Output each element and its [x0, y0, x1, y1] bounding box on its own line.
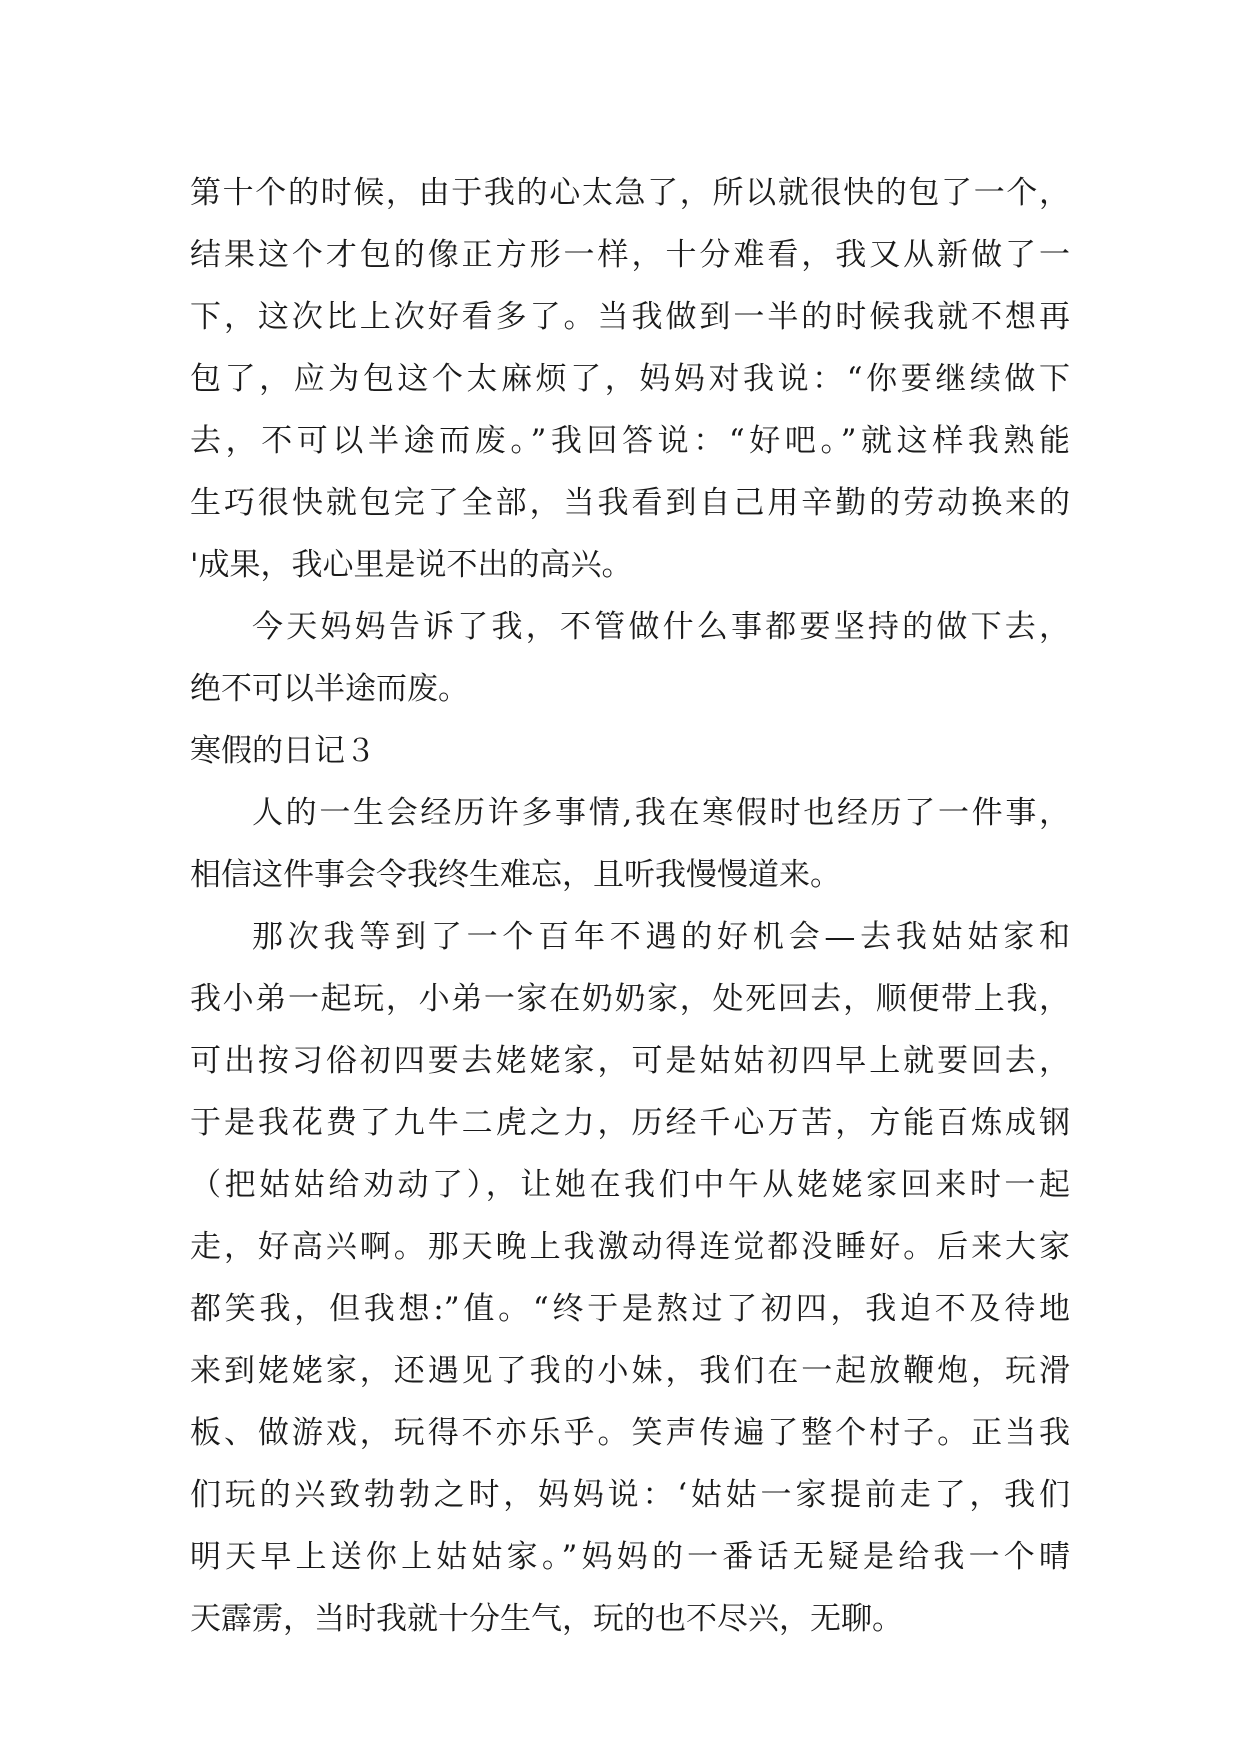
text-line: 可出按习俗初四要去姥姥家，可是姑姑初四早上就要回去， — [190, 1043, 1070, 1079]
text-line: 都笑我，但我想:”值。“终于是熬过了初四，我迫不及待地 — [190, 1291, 1070, 1327]
text-line: 结果这个才包的像正方形一样，十分难看，我又从新做了一 — [190, 237, 1070, 273]
section-heading: 寒假的日记３ — [190, 733, 376, 769]
text-line: 们玩的兴致勃勃之时，妈妈说：‘姑姑一家提前走了，我们 — [190, 1477, 1070, 1513]
text-line: 我小弟一起玩，小弟一家在奶奶家，处死回去，顺便带上我， — [190, 981, 1070, 1017]
text-line: 绝不可以半途而废。 — [190, 671, 469, 707]
text-line: 包了，应为包这个太麻烦了，妈妈对我说：“你要继续做下 — [190, 361, 1070, 397]
text-line: 于是我花费了九牛二虎之力，历经千心万苦，方能百炼成钢 — [190, 1105, 1070, 1141]
text-line: 生巧很快就包完了全部，当我看到自己用辛勤的劳动换来的 — [190, 485, 1070, 521]
text-line: 人的一生会经历许多事情,我在寒假时也经历了一件事， — [252, 795, 1070, 831]
text-line: 那次我等到了一个百年不遇的好机会—去我姑姑家和 — [252, 919, 1070, 955]
text-line: 明天早上送你上姑姑家。”妈妈的一番话无疑是给我一个晴 — [190, 1539, 1070, 1575]
text-line: （把姑姑给劝动了），让她在我们中午从姥姥家回来时一起 — [190, 1167, 1070, 1203]
text-line: 下，这次比上次好看多了。当我做到一半的时候我就不想再 — [190, 299, 1070, 335]
paragraph — [190, 906, 1070, 1650]
text-line: 板、做游戏，玩得不亦乐乎。笑声传遍了整个村子。正当我 — [190, 1415, 1070, 1451]
paragraph — [190, 782, 1070, 906]
text-line: 相信这件事会令我终生难忘，且听我慢慢道来。 — [190, 857, 841, 893]
text-line: 来到姥姥家，还遇见了我的小妹，我们在一起放鞭炮，玩滑 — [190, 1353, 1070, 1389]
paragraph — [190, 596, 1070, 720]
text-line: 走，好高兴啊。那天晚上我激动得连觉都没睡好。后来大家 — [190, 1229, 1070, 1265]
text-line: 今天妈妈告诉了我，不管做什么事都要坚持的做下去， — [252, 609, 1070, 645]
text-line: 去，不可以半途而废。”我回答说：“好吧。”就这样我熟能 — [190, 423, 1070, 459]
text-line: 第十个的时候，由于我的心太急了，所以就很快的包了一个， — [190, 175, 1070, 211]
text-line: '成果，我心里是说不出的高兴。 — [190, 547, 633, 583]
text-line: 天霹雳，当时我就十分生气，玩的也不尽兴，无聊。 — [190, 1601, 903, 1637]
paragraph — [190, 162, 1070, 596]
document-body — [190, 162, 1070, 1650]
